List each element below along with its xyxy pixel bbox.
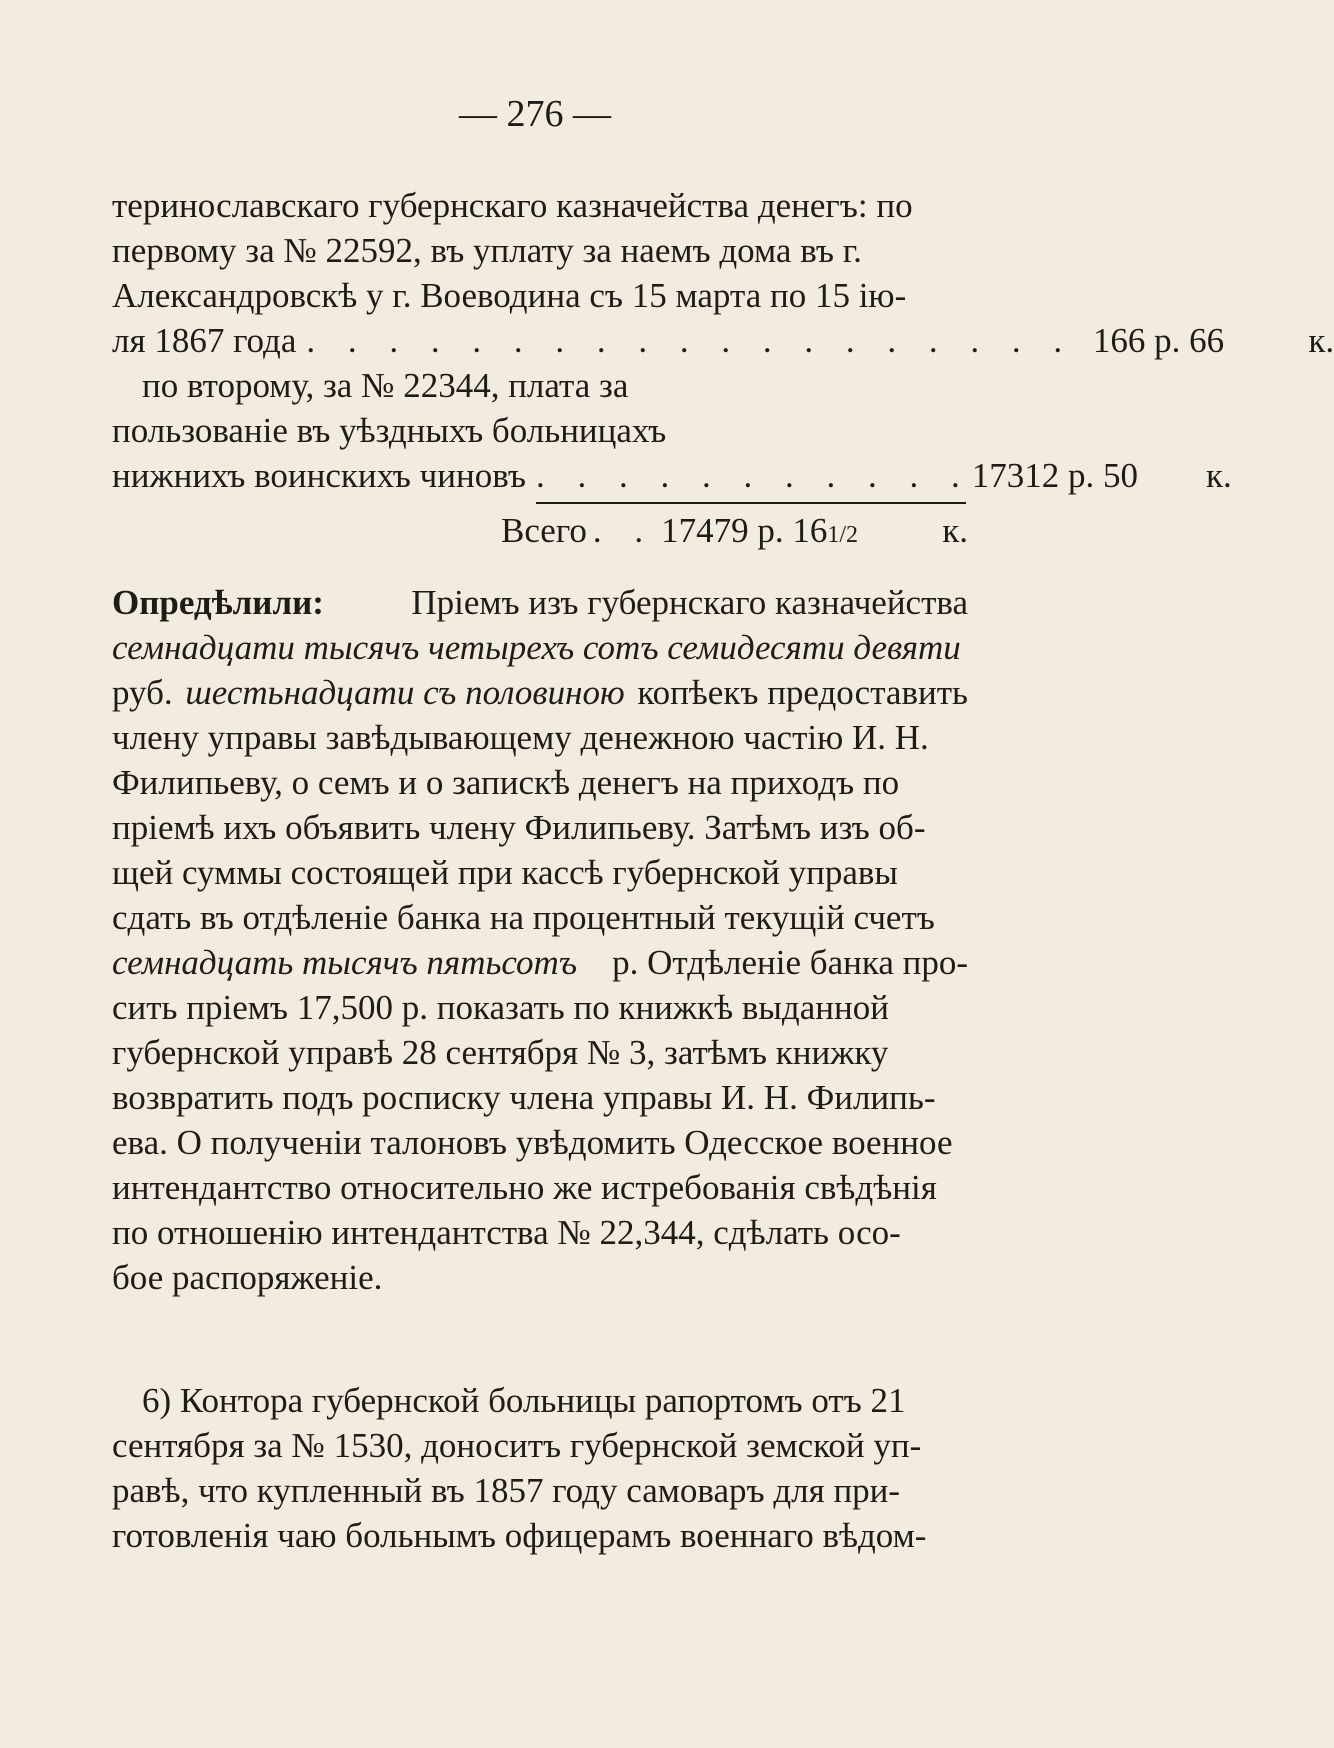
item-6-block bbox=[112, 1378, 968, 1558]
item-2-kopecks: к. bbox=[1205, 456, 1232, 495]
item-2-amount bbox=[972, 453, 1232, 498]
text-line: теринославскаго губернскаго казначейства денегъ: по bbox=[112, 186, 913, 225]
text-line: 6) Контора губернской больницы рапортомъ отъ 21 bbox=[142, 1381, 906, 1420]
italic-span: шестьнадцати съ половиною bbox=[185, 673, 625, 712]
text-line: по второму, за № 22344, плата за bbox=[142, 366, 629, 405]
resolution-heading: Опредѣлили: bbox=[112, 583, 324, 622]
total-fraction: 1/2 bbox=[827, 522, 858, 548]
account-item-2 bbox=[112, 453, 1232, 498]
total-row bbox=[112, 508, 968, 553]
text-line: готовленія чаю больнымъ офицерамъ военнаго вѣдом- bbox=[112, 1516, 927, 1555]
text-line: первому за № 22592, въ уплату за наемъ дома въ г. bbox=[112, 231, 862, 270]
text-line: пользованіе въ уѣздныхъ больницахъ bbox=[112, 411, 667, 450]
text-line: семнадцати тысячъ четырехъ сотъ семидесяти девяти bbox=[112, 628, 961, 667]
item-2-rubles: 17312 р. 50 bbox=[971, 456, 1138, 495]
text-line: Александровскѣ у г. Воеводина съ 15 марта по 15 ію- bbox=[112, 276, 907, 315]
text-line bbox=[112, 940, 968, 985]
text-line: Филипьеву, о семъ и о запискѣ денегъ на приходъ по bbox=[112, 763, 900, 802]
item-1-amount bbox=[1074, 318, 1334, 363]
text-line: ева. О полученіи талоновъ увѣдомить Одесское военное bbox=[112, 1123, 953, 1162]
dot-leaders: . . bbox=[592, 511, 656, 550]
total-label: Всего bbox=[501, 511, 587, 550]
text-line: сдать въ отдѣленіе банка на процентный текущій счетъ bbox=[112, 898, 935, 937]
text-line: интендантство относительно же истребованія свѣдѣнія bbox=[112, 1168, 937, 1207]
text-line: сить пріемъ 17,500 р. показать по книжкѣ выданной bbox=[112, 988, 889, 1027]
total-kopecks: к. bbox=[942, 511, 968, 550]
account-block bbox=[112, 183, 1334, 498]
italic-span: семнадцать тысячъ пятьсотъ bbox=[112, 943, 577, 982]
item-1-text: ля 1867 года bbox=[112, 321, 297, 360]
sum-rule bbox=[536, 502, 966, 504]
text-line: губернской управѣ 28 сентября № 3, затѣмъ книжку bbox=[112, 1033, 889, 1072]
text-span: копѣекъ предоставить bbox=[637, 673, 968, 712]
text-line: возвратить подъ росписку члена управы И. Н. Филипь- bbox=[112, 1078, 936, 1117]
item-1-rubles: 166 р. 66 bbox=[1092, 321, 1225, 360]
dot-leaders: . . . . . . . . . . . . . . . . . . . bbox=[306, 321, 1075, 360]
text-line: равѣ, что купленный въ 1857 году самоваръ для при- bbox=[112, 1471, 901, 1510]
resolution-text: Пріемъ изъ губернскаго казначейства bbox=[411, 583, 968, 622]
dot-leaders: . . . . . . . . . . . bbox=[535, 456, 972, 495]
text-span: р. Отдѣленіе банка про- bbox=[612, 943, 968, 982]
total-rubles: 17479 р. 16 bbox=[661, 511, 828, 550]
text-line: члену управы завѣдывающему денежною частію И. Н. bbox=[112, 718, 929, 757]
page-number: — 276 — bbox=[459, 93, 611, 135]
text-line bbox=[112, 580, 968, 625]
text-line: щей суммы состоящей при кассѣ губернской управы bbox=[112, 853, 898, 892]
total-block bbox=[112, 508, 968, 553]
text-line bbox=[112, 670, 968, 715]
text-line: бое распоряженіе. bbox=[112, 1258, 383, 1297]
account-item-1 bbox=[112, 318, 1334, 363]
text-line: по отношенію интендантства № 22,344, сдѣлать осо- bbox=[112, 1213, 901, 1252]
text-line: сентября за № 1530, доноситъ губернской земской уп- bbox=[112, 1426, 922, 1465]
item-1-kopecks: к. bbox=[1308, 321, 1334, 360]
resolution-block bbox=[112, 580, 968, 1300]
total-amount bbox=[661, 508, 968, 558]
item-2-text: нижнихъ воинскихъ чиновъ bbox=[112, 456, 526, 495]
text-line: пріемѣ ихъ объявить члену Филипьеву. Затѣмъ изъ об- bbox=[112, 808, 926, 847]
text-span: руб. bbox=[112, 673, 173, 712]
